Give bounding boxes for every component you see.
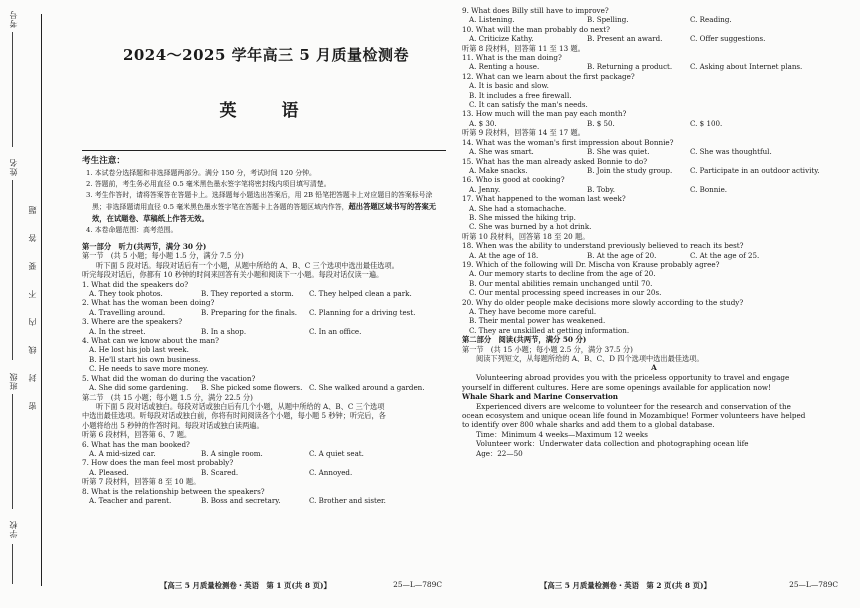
question: 5. What did the woman do during the vacation? [82, 373, 256, 383]
passage-label: A [651, 363, 657, 373]
question: 16. Who is good at cooking? [462, 175, 565, 185]
seal-char: 封 [28, 374, 37, 382]
instructions: 阅读下列短文，从每题所给的 A、B、C、D 四个选项中选出最佳选项。 [476, 354, 704, 364]
options [462, 119, 846, 128]
option[interactable]: B. Scared. [201, 467, 239, 477]
seal-char: 答 [28, 234, 37, 242]
question: 13. How much will the man pay each month? [462, 109, 627, 119]
option[interactable]: C. Planning for a driving test. [309, 307, 416, 317]
option[interactable]: C. Participate in an outdoor activity. [690, 165, 820, 175]
option[interactable]: B. Spelling. [587, 15, 629, 25]
question: 14. What was the woman's first impression about Bonnie? [462, 137, 674, 147]
passage-text: ocean ecosystem and unique ocean life found in Mozambique! Former volunteers have helped [462, 411, 806, 421]
notice-item: 4. 本卷命题范围：高考范围。 [86, 226, 178, 234]
seal-char: 要 [28, 262, 37, 270]
option[interactable]: B. A single room. [201, 448, 263, 458]
options [462, 307, 846, 335]
exam-notice [82, 150, 446, 236]
options [82, 345, 450, 373]
exam-number-blank[interactable] [12, 32, 13, 147]
section-heading: 第一节 (共 5 小题；每小题 1.5 分，满分 7.5 分) [82, 251, 244, 261]
options [82, 308, 450, 317]
notice-heading: 考生注意： [82, 156, 125, 166]
option[interactable]: A. It is basic and slow. [469, 81, 549, 91]
material-heading: 听第 8 段材料，回答第 11 至 13 题。 [462, 43, 585, 53]
option[interactable]: B. Returning a product. [587, 62, 673, 72]
question: 18. When was the ability to understand previously believed to reach its best? [462, 241, 744, 251]
option[interactable]: C. She was burned by a hot drink. [469, 222, 592, 232]
class-blank[interactable] [12, 394, 13, 509]
option[interactable]: B. He'll start his own business. [89, 354, 201, 364]
question: 11. What is the man doing? [462, 53, 562, 63]
option[interactable]: A. A mid-sized car. [89, 448, 156, 458]
instructions: 小题将给出 5 秒钟的作答时间。每段对话或独白读两遍。 [82, 420, 264, 430]
option[interactable]: B. It includes a free firewall. [469, 90, 572, 100]
question: 7. How does the man feel most probably? [82, 458, 234, 468]
option[interactable]: C. $ 100. [690, 118, 723, 128]
option[interactable]: B. Boss and secretary. [201, 495, 281, 505]
exam-title: 2024～2025 学年高三 5 月质量检测卷 [122, 46, 410, 64]
option[interactable]: C. Our mental processing speed increases in our 20s. [469, 288, 662, 298]
option[interactable]: B. Join the study group. [587, 165, 673, 175]
option[interactable]: B. $ 50. [587, 118, 615, 128]
question: 12. What can we learn about the first package? [462, 71, 635, 81]
options [462, 166, 846, 175]
options [462, 81, 846, 109]
option[interactable]: A. They have become more careful. [469, 307, 597, 316]
option[interactable]: A. Criticize Kathy. [469, 34, 534, 44]
option[interactable]: A. They took photos. [89, 289, 163, 299]
subject-title: 英 语 [219, 101, 313, 121]
option[interactable]: B. At the age of 20. [587, 250, 657, 260]
options [82, 468, 450, 477]
options [82, 496, 450, 505]
section-heading: 第一节 (共 15 小题；每小题 2.5 分，满分 37.5 分) [462, 344, 633, 354]
material-heading: 听第 7 段材料，回答第 8 至 10 题。 [82, 477, 201, 487]
option[interactable]: A. She had a stomachache. [469, 203, 567, 213]
footer-page-info: 【高三 5 月质量检测卷・英语 第 1 页(共 8 页)】 [160, 581, 331, 590]
notice-item [82, 190, 446, 225]
instructions: 听下面 5 段对话。每段对话后有一个小题，从题中所给的 A、B、C 三个选项中选出最佳选项。 [96, 260, 399, 270]
option[interactable]: B. She missed the hiking trip. [469, 212, 576, 222]
option[interactable]: B. Preparing for the finals. [201, 307, 297, 317]
option[interactable]: A. Teacher and parent. [89, 495, 172, 505]
option[interactable]: B. Toby. [587, 184, 616, 194]
seal-char: 不 [28, 290, 37, 298]
option[interactable]: B. In a shop. [201, 326, 247, 336]
option[interactable]: C. She was thoughtful. [690, 147, 772, 157]
question: 8. What is the relationship between the speakers? [82, 486, 265, 496]
options [82, 289, 450, 298]
question: 10. What will the man probably do next? [462, 24, 610, 34]
page-1 [82, 0, 450, 608]
option[interactable]: A. He lost his job last week. [89, 345, 189, 355]
notice-item: 2. 答题前，考生务必用直径 0.5 毫米黑色墨水签字笔将密封线内项目填写清楚。 [86, 180, 331, 188]
instructions: 中选出最佳选项。听每段对话或独白前，你将有时间阅读各个小题，每小题 5 秒钟；听完后，各 [82, 411, 386, 421]
option[interactable]: B. Our mental abilities remain unchanged until 70. [469, 278, 653, 288]
binding-line [41, 14, 42, 586]
school-blank[interactable] [12, 544, 13, 584]
passage-text: Volunteering abroad provides you with the priceless opportunity to travel and engage [476, 373, 790, 383]
option[interactable]: C. They are unskilled at getting information. [469, 325, 630, 335]
instructions: 听完每段对话后，你都有 10 秒钟的时间来回答有关小题和阅读下一小题。每段对话仅读一遍。 [82, 270, 384, 280]
option[interactable]: B. She was quiet. [587, 147, 650, 157]
options [462, 251, 846, 260]
question: 17. What happened to the woman last week? [462, 194, 626, 204]
option[interactable]: A. Make snacks. [469, 165, 528, 175]
listening-section [82, 242, 450, 505]
option[interactable]: C. It can satisfy the man's needs. [469, 100, 588, 110]
seal-char: 密 [28, 402, 37, 410]
page-2 [462, 0, 846, 608]
question: 2. What has the woman been doing? [82, 298, 215, 308]
seal-char: 题 [28, 206, 37, 214]
options [462, 15, 846, 24]
options [462, 269, 846, 297]
option[interactable]: B. Present an award. [587, 34, 663, 44]
option[interactable]: C. He needs to save more money. [89, 364, 209, 374]
options [462, 147, 846, 156]
option[interactable]: A. Pleased. [89, 467, 129, 477]
option[interactable]: B. They reported a storm. [201, 289, 294, 299]
material-heading: 听第 9 段材料，回答第 14 至 17 题。 [462, 128, 585, 138]
notice-item-text: 3. 考生作答时，请将答案答在答题卡上。选择题每小题选出答案后，用 2B 铅笔把答题卡上对应题目的答案标号涂黑；非选择题请用直径 0.5 毫米黑色墨水签字笔在答题卡上各题的答题区域内作答， [86, 191, 433, 211]
options [82, 327, 450, 336]
option[interactable]: B. Their mental power has weakened. [469, 316, 606, 326]
name-blank[interactable] [12, 180, 13, 360]
options [462, 62, 846, 71]
listening-continued [462, 6, 846, 458]
option[interactable]: C. In an office. [309, 326, 362, 336]
school-label: 学校 [9, 520, 18, 538]
footer-code: 25—L—789C [789, 580, 838, 589]
section-heading: 第二节 (共 15 小题；每小题 1.5 分，满分 22.5 分) [82, 392, 253, 402]
question: 4. What can we know about the man? [82, 336, 219, 346]
option[interactable]: B. She picked some flowers. [201, 383, 303, 393]
option[interactable]: C. Asking about Internet plans. [690, 62, 803, 72]
option[interactable]: C. Offer suggestions. [690, 34, 766, 44]
option[interactable]: A. She was smart. [469, 147, 534, 157]
instructions: 听下面 5 段对话或独白。每段对话或独白后有几个小题，从题中所给的 A、B、C 三个选项 [96, 401, 385, 411]
passage-detail: Age：22—50 [476, 448, 523, 458]
passage-detail: Volunteer work：Underwater data collection and photographing ocean life [476, 439, 749, 449]
class-label: 班级 [9, 372, 18, 390]
options [462, 185, 846, 194]
option[interactable]: C. Annoyed. [309, 467, 353, 477]
notice-item: 1. 本试卷分选择题和非选择题两部分。满分 150 分，考试时间 120 分钟。 [86, 169, 316, 177]
passage-text: to identify over 800 whale sharks and add them to a global database. [462, 420, 715, 430]
passage-text: Experienced divers are welcome to volunteer for the research and conservation of the [476, 401, 791, 411]
question: 19. Which of the following will Dr. Mischa von Krause probably agree? [462, 259, 720, 269]
option[interactable]: A. Jenny. [469, 184, 501, 194]
option[interactable]: C. Bonnie. [690, 184, 728, 194]
part-heading: 第一部分 听力(共两节，满分 30 分) [82, 242, 207, 251]
option[interactable]: A. Our memory starts to decline from the age of 20. [469, 269, 656, 279]
footer-code: 25—L—789C [393, 580, 442, 589]
passage-subheading: Whale Shark and Marine Conservation [462, 392, 618, 402]
option[interactable]: A. $ 30. [469, 118, 497, 128]
options [82, 383, 450, 392]
notice-bold-text: 超出答题区域书写的答案无效，在试题卷、草稿纸上作答无效。 [92, 202, 437, 223]
question: 15. What has the man already asked Bonnie to do? [462, 156, 648, 166]
material-heading: 听第 6 段材料，回答第 6、7 题。 [82, 430, 192, 440]
material-heading: 听第 10 段材料，回答第 18 至 20 题。 [462, 231, 590, 241]
option[interactable]: C. At the age of 25. [690, 250, 760, 260]
option[interactable]: A. Travelling around. [89, 307, 166, 317]
passage-text: yourself in different cultures. Here are some openings available for application now! [462, 382, 771, 392]
question: 3. Where are the speakers? [82, 317, 183, 327]
options [462, 204, 846, 232]
seal-char: 内 [28, 318, 37, 326]
question: 9. What does Billy still have to improve? [462, 6, 609, 15]
option[interactable]: C. A quiet seat. [309, 448, 364, 458]
option[interactable]: A. In the street. [89, 326, 146, 336]
option[interactable]: A. At the age of 18. [469, 250, 539, 260]
binding-margin [0, 0, 48, 608]
option[interactable]: A. She did some gardening. [89, 383, 189, 393]
question: 20. Why do older people make decisions more slowly according to the study? [462, 297, 744, 307]
option[interactable]: A. Renting a house. [469, 62, 540, 72]
options [462, 34, 846, 43]
footer-page-info: 【高三 5 月质量检测卷・英语 第 2 页(共 8 页)】 [540, 581, 711, 590]
options [82, 449, 450, 458]
passage-detail: Time：Minimum 4 weeks—Maximum 12 weeks [476, 429, 648, 439]
option[interactable]: C. They helped clean a park. [309, 289, 412, 299]
option[interactable]: A. Listening. [469, 15, 515, 25]
seal-char: 线 [28, 346, 37, 354]
name-label: 姓名 [9, 158, 18, 176]
part-heading: 第二部分 阅读(共两节，满分 50 分) [462, 335, 587, 345]
exam-number-label: 考号 [9, 10, 18, 28]
question: 1. What did the speakers do? [82, 279, 189, 289]
option[interactable]: C. Reading. [690, 15, 732, 25]
option[interactable]: C. Brother and sister. [309, 495, 386, 505]
question: 6. What has the man booked? [82, 439, 190, 449]
option[interactable]: C. She walked around a garden. [309, 383, 425, 393]
